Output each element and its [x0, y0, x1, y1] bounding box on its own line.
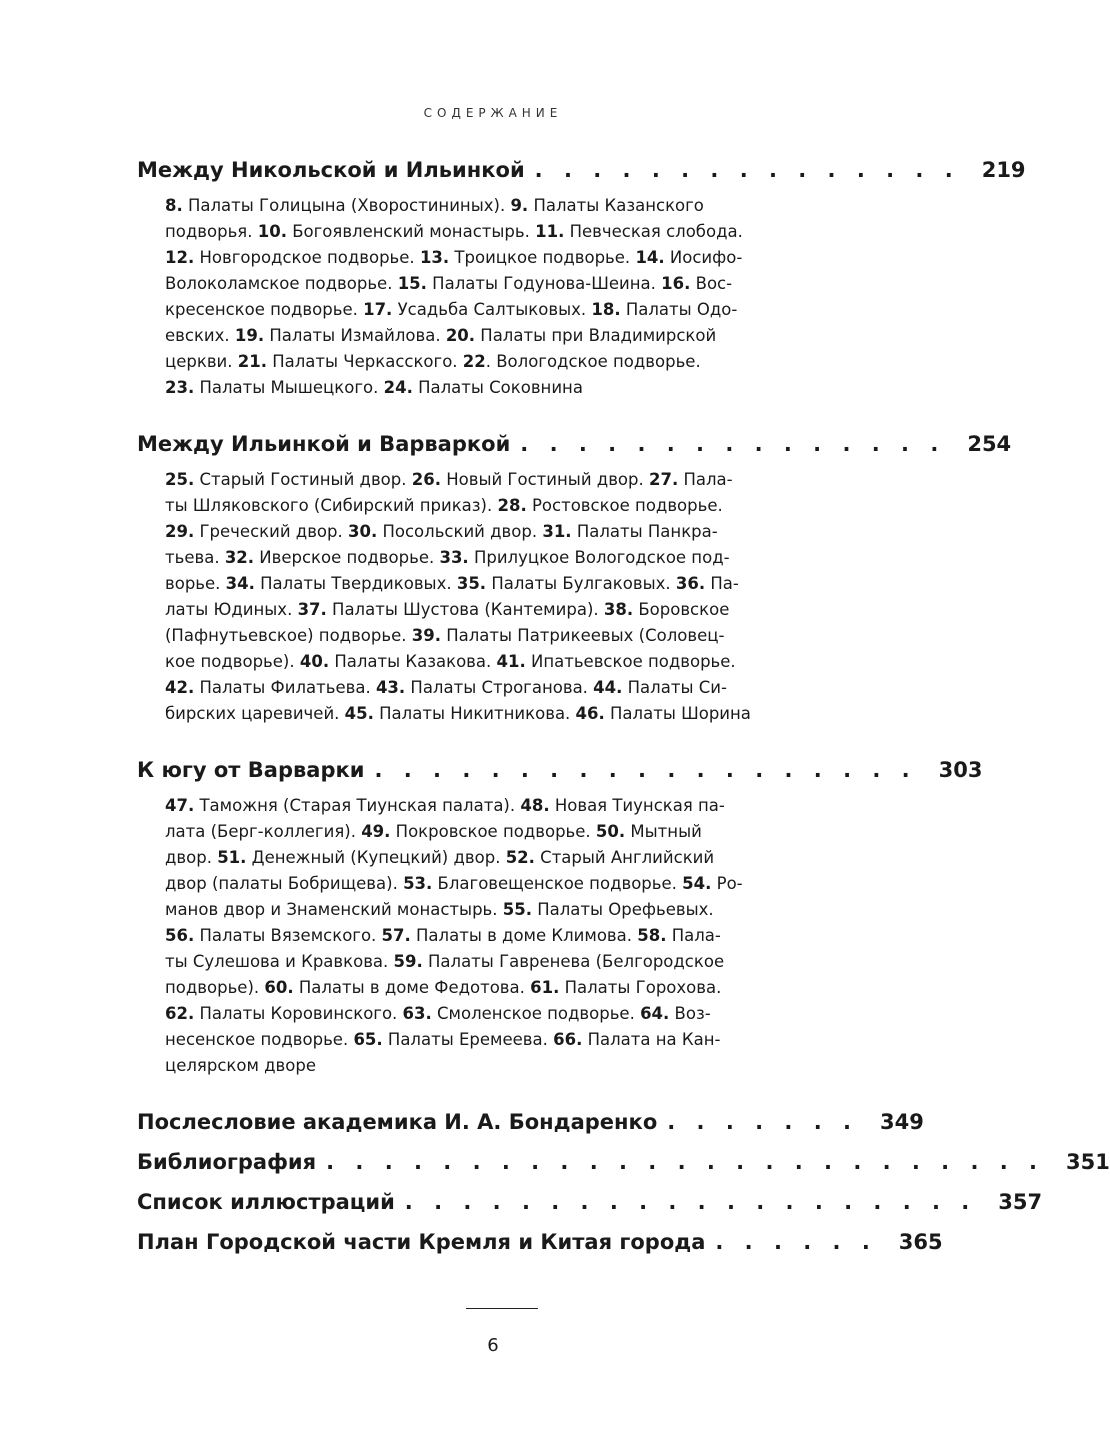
item-text: Палаты в доме Федотова. [293, 978, 531, 997]
content-line [165, 949, 868, 975]
item-number: 17. [363, 300, 393, 319]
item-text: тьева. [165, 548, 225, 567]
content-line [165, 975, 868, 1001]
content-line [165, 349, 868, 375]
back-matter-page-number: 365 [898, 1230, 943, 1254]
item-text: Ростовское подворье. [526, 496, 723, 515]
item-text: двор (палаты Бобрищева). [165, 874, 404, 893]
dot-leader: . . . . . . . . . . . . . . . . . . . . . . . . . [326, 1150, 1045, 1174]
content-line [165, 675, 868, 701]
item-text: двор. [165, 848, 218, 867]
item-number: 46. [575, 704, 605, 723]
item-text: Палаты Орефьевых. [532, 900, 714, 919]
back-matter-line[interactable] [137, 1225, 943, 1259]
content-line [165, 193, 868, 219]
dot-leader: . . . . . . . . . . . . . . . [534, 158, 960, 182]
item-text: Пала- [678, 470, 733, 489]
item-text: Палаты Твердиковых. [254, 574, 457, 593]
item-text: ворье. [165, 574, 226, 593]
content-line [165, 871, 868, 897]
item-number: 59. [393, 952, 423, 971]
item-number: 41. [496, 652, 526, 671]
content-line [165, 701, 868, 727]
item-number: 14. [635, 248, 665, 267]
item-text: Воз- [669, 1004, 711, 1023]
content-line [165, 897, 868, 923]
item-text: ты Сулешова и Кравкова. [165, 952, 394, 971]
content-line [165, 819, 868, 845]
item-text: латы Юдиных. [165, 600, 298, 619]
content-line [165, 1027, 868, 1053]
item-number: 54. [682, 874, 712, 893]
item-text: Палаты Никитникова. [373, 704, 576, 723]
item-text: Палаты Годунова-Шеина. [426, 274, 662, 293]
item-number: 20. [445, 326, 476, 345]
item-text: Новый Гостиный двор. [440, 470, 649, 489]
back-matter-title: Библиография [137, 1150, 317, 1174]
back-matter-title: Послесловие академика И. А. Бондаренко [137, 1110, 658, 1134]
item-text: Палаты Мышецкого. [194, 378, 384, 397]
toc-back-matter-entry [137, 1105, 924, 1139]
chapter-heading-line[interactable] [137, 153, 1026, 187]
content-line [165, 467, 868, 493]
item-text: (Пафнутьевское) подворье. [165, 626, 412, 645]
content-line [165, 1001, 868, 1027]
item-text: Новая Тиунская па- [549, 796, 725, 815]
item-text: кресенское подворье. [165, 300, 364, 319]
item-number: 28. [497, 496, 527, 515]
content-line [165, 271, 868, 297]
chapter-title: Между Ильинкой и Варваркой [137, 432, 511, 456]
item-text: манов двор и Знаменский монастырь. [165, 900, 503, 919]
item-text: Усадьба Салтыковых. [392, 300, 592, 319]
item-number: 49. [361, 822, 391, 841]
chapter-contents [165, 793, 868, 1079]
item-text: бирских царевичей. [165, 704, 345, 723]
item-text: Палаты Горохова. [559, 978, 722, 997]
item-number: 47. [165, 796, 195, 815]
running-head: СОДЕРЖАНИЕ [423, 106, 563, 120]
item-number: 48. [520, 796, 550, 815]
item-text: кое подворье). [165, 652, 300, 671]
item-text: Палаты Черкасского. [267, 352, 463, 371]
item-text: Палаты Казакова. [329, 652, 497, 671]
item-text: Новгородское подворье. [194, 248, 420, 267]
item-number: 45. [344, 704, 374, 723]
item-number: 12. [165, 248, 195, 267]
item-text: Палаты Гавренева (Белгородское [422, 952, 725, 971]
back-matter-title: План Городской части Кремля и Китая города [137, 1230, 706, 1254]
item-text: Палаты Филатьева. [194, 678, 376, 697]
item-text: Палаты Патрикеевых (Соловец- [440, 626, 725, 645]
toc-chapter [137, 153, 1026, 401]
back-matter-line[interactable] [137, 1185, 1043, 1219]
item-text: Вос- [690, 274, 733, 293]
item-text: Палаты Шустова (Кантемира). [326, 600, 604, 619]
item-text: Палаты Соковнина [412, 378, 583, 397]
item-text: Богоявленский монастырь. [286, 222, 536, 241]
item-text: Прилуцкое Вологодское под- [468, 548, 730, 567]
item-number: 64. [640, 1004, 670, 1023]
item-number: 35. [456, 574, 487, 593]
back-matter-line[interactable] [137, 1105, 924, 1139]
item-number: 34. [225, 574, 255, 593]
item-text: подворье). [165, 978, 265, 997]
item-text: Палаты Строганова. [405, 678, 594, 697]
back-matter-page-number: 349 [879, 1110, 924, 1134]
item-number: 43. [375, 678, 406, 697]
item-text: Благовещенское подворье. [432, 874, 683, 893]
item-text: Палаты Вяземского. [194, 926, 382, 945]
item-text: Ро- [711, 874, 743, 893]
item-number: 66. [553, 1030, 583, 1049]
item-number: 23. [165, 378, 195, 397]
item-number: 26. [411, 470, 441, 489]
item-text: целярском дворе [165, 1056, 317, 1075]
item-text: Палаты Панкра- [571, 522, 718, 541]
item-number: 39. [411, 626, 441, 645]
back-matter-title: Список иллюстраций [137, 1190, 395, 1214]
content-line [165, 493, 868, 519]
dot-leader: . . . . . . . . . . . . . . . . . . . . [404, 1190, 977, 1214]
item-text: Мытный [625, 822, 702, 841]
item-text: Смоленское подворье. [431, 1004, 641, 1023]
toc-chapter [137, 753, 983, 1079]
item-text: подворья. [165, 222, 258, 241]
content-line [165, 793, 868, 819]
item-text: Пала- [666, 926, 721, 945]
item-number: 38. [603, 600, 634, 619]
item-text: Денежный (Купецкий) двор. [246, 848, 506, 867]
content-line [165, 649, 868, 675]
item-text: Покровское подворье. [390, 822, 596, 841]
item-number: 51. [217, 848, 247, 867]
item-number: 58. [637, 926, 667, 945]
chapter-contents [165, 467, 868, 727]
item-number: 8. [165, 196, 183, 215]
toc-chapter [137, 427, 1012, 727]
item-number: 31. [542, 522, 572, 541]
item-text: Таможня (Старая Тиунская палата). [194, 796, 521, 815]
item-text: Палаты Коровинского. [194, 1004, 403, 1023]
chapter-title: Между Никольской и Ильинкой [137, 158, 525, 182]
back-matter-line[interactable] [137, 1145, 1110, 1179]
item-number: 15. [397, 274, 427, 293]
page-number: 6 [487, 1335, 499, 1356]
dot-leader: . . . . . . . [667, 1110, 858, 1134]
item-number: 52. [505, 848, 535, 867]
footer-rule [466, 1308, 538, 1309]
item-text: . Вологодское подворье. [485, 352, 701, 371]
content-line [165, 297, 868, 323]
item-text: Палаты Голицына (Хворостининых). [182, 196, 511, 215]
content-line [165, 375, 868, 401]
item-text: Иверское подворье. [254, 548, 440, 567]
item-number: 33. [439, 548, 469, 567]
item-text: Греческий двор. [194, 522, 348, 541]
chapter-contents [165, 193, 868, 401]
item-number: 50. [595, 822, 626, 841]
item-text: Палаты Еремеева. [382, 1030, 554, 1049]
item-text: Ипатьевское подворье. [525, 652, 736, 671]
item-text: ты Шляковского (Сибирский приказ). [165, 496, 498, 515]
item-number: 53. [403, 874, 433, 893]
toc-back-matter-entry [137, 1145, 1110, 1179]
item-text: евских. [165, 326, 235, 345]
item-text: церкви. [165, 352, 238, 371]
content-line [165, 923, 868, 949]
content-line [165, 845, 868, 871]
item-number: 16. [661, 274, 691, 293]
item-number: 19. [234, 326, 265, 345]
item-text: Палаты Измайлова. [264, 326, 446, 345]
item-number: 42. [165, 678, 195, 697]
item-number: 9. [510, 196, 529, 215]
item-number: 25. [165, 470, 195, 489]
back-matter-page-number: 351 [1066, 1150, 1110, 1174]
content-line [165, 1053, 868, 1079]
item-number: 37. [297, 600, 327, 619]
item-text: Иосифо- [664, 248, 743, 267]
item-number: 40. [299, 652, 330, 671]
item-number: 61. [530, 978, 560, 997]
item-text: Палаты Казанского [528, 196, 704, 215]
dot-leader: . . . . . . [715, 1230, 877, 1254]
chapter-heading-line[interactable] [137, 753, 983, 787]
content-line [165, 519, 868, 545]
item-text: лата (Берг-коллегия). [165, 822, 362, 841]
item-text: Палаты Си- [622, 678, 727, 697]
item-text: несенское подворье. [165, 1030, 354, 1049]
toc-back-matter-entry [137, 1185, 1043, 1219]
table-of-contents [137, 153, 1110, 1265]
toc-back-matter-entry [137, 1225, 943, 1259]
item-number: 62. [165, 1004, 195, 1023]
chapter-title: К югу от Варварки [137, 758, 365, 782]
item-text: Посольский двор. [377, 522, 543, 541]
item-text: Палаты в доме Климова. [410, 926, 638, 945]
chapter-page-number: 254 [967, 432, 1012, 456]
content-line [165, 219, 868, 245]
item-number: 30. [348, 522, 378, 541]
dot-leader: . . . . . . . . . . . . . . . [520, 432, 946, 456]
chapter-page-number: 303 [938, 758, 983, 782]
item-number: 18. [591, 300, 621, 319]
item-number: 27. [648, 470, 679, 489]
item-number: 10. [257, 222, 287, 241]
item-text: Палаты Шорина [604, 704, 751, 723]
item-number: 22 [462, 352, 486, 371]
item-text: Палаты при Владимирской [475, 326, 717, 345]
item-text: Боровское [633, 600, 730, 619]
chapter-page-number: 219 [981, 158, 1026, 182]
item-number: 24. [383, 378, 413, 397]
item-text: Старый Английский [534, 848, 715, 867]
item-number: 44. [593, 678, 623, 697]
item-text: Па- [705, 574, 739, 593]
item-number: 29. [165, 522, 195, 541]
item-text: Палаты Одо- [620, 300, 738, 319]
item-text: Троицкое подворье. [449, 248, 636, 267]
item-number: 32. [224, 548, 255, 567]
item-number: 21. [237, 352, 267, 371]
item-number: 13. [419, 248, 450, 267]
item-text: Старый Гостиный двор. [194, 470, 412, 489]
content-line [165, 597, 868, 623]
item-text: Волоколамское подворье. [165, 274, 398, 293]
content-line [165, 571, 868, 597]
back-matter-page-number: 357 [998, 1190, 1043, 1214]
item-text: Певческая слобода. [564, 222, 743, 241]
item-number: 57. [381, 926, 411, 945]
item-number: 11. [535, 222, 565, 241]
content-line [165, 545, 868, 571]
chapter-heading-line[interactable] [137, 427, 1012, 461]
item-text: Палата на Кан- [582, 1030, 721, 1049]
item-number: 65. [353, 1030, 383, 1049]
content-line [165, 323, 868, 349]
item-number: 36. [675, 574, 706, 593]
content-line [165, 623, 868, 649]
dot-leader: . . . . . . . . . . . . . . . . . . . [374, 758, 917, 782]
content-line [165, 245, 868, 271]
item-number: 63. [402, 1004, 432, 1023]
item-text: Палаты Булгаковых. [486, 574, 676, 593]
item-number: 55. [502, 900, 532, 919]
item-number: 56. [165, 926, 195, 945]
item-number: 60. [264, 978, 294, 997]
